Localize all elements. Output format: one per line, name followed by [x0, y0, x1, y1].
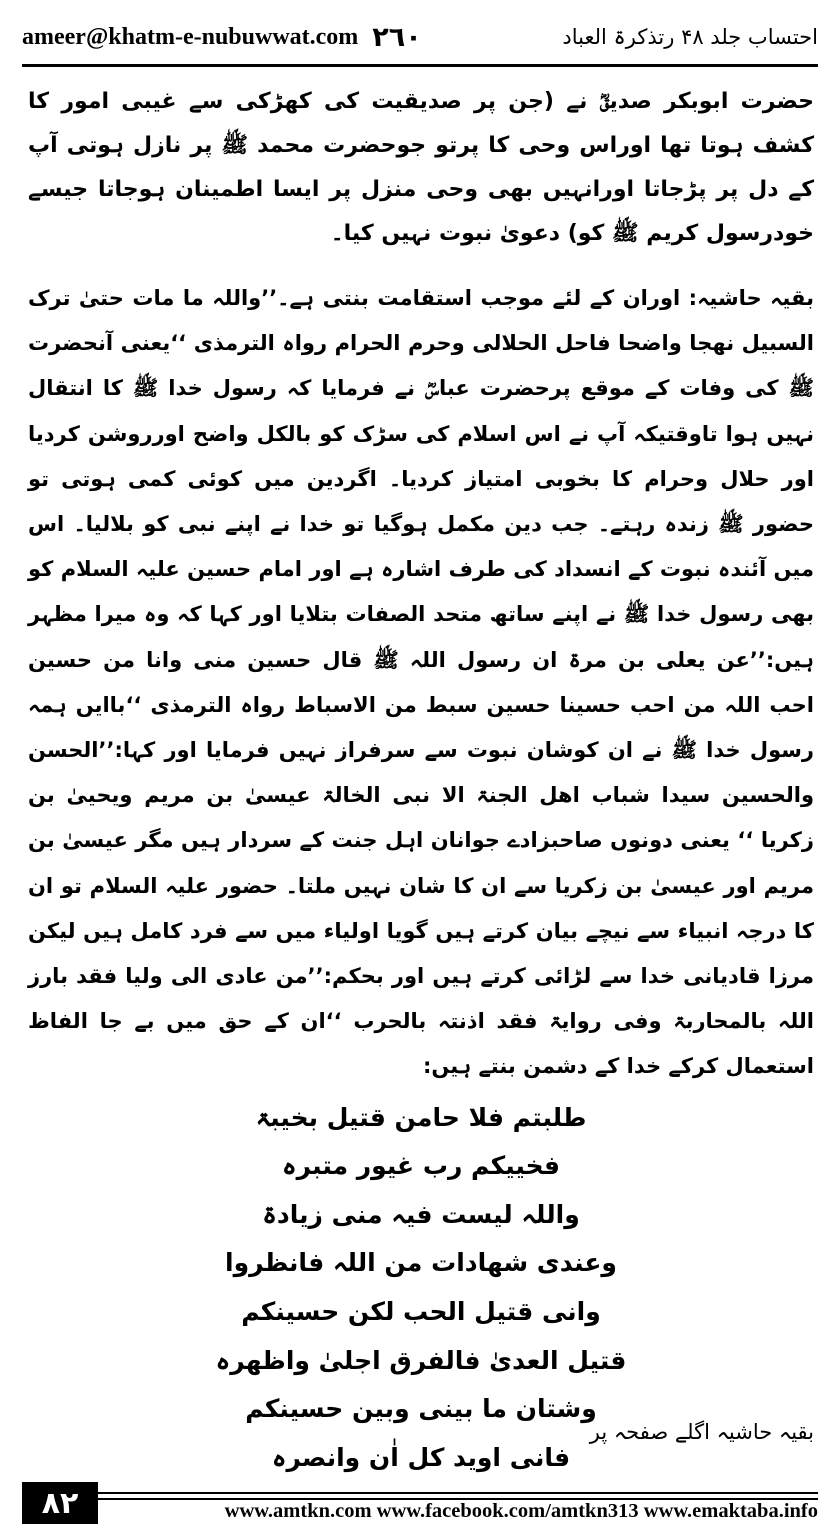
- continued-note: بقیہ حاشیہ اگلے صفحہ پر: [589, 1420, 814, 1444]
- header-email: ameer@khatm-e-nubuwwat.com: [22, 23, 359, 50]
- verse-line: واللہ لیست فیہ منی زیادۃ: [262, 1199, 580, 1229]
- footer-page-number: ۸۲: [22, 1482, 98, 1524]
- header-page-number: ۲٦٠: [372, 21, 422, 53]
- page-footer: [22, 1482, 818, 1524]
- verse-line: وشتان ما بینی وبین حسینکم: [245, 1394, 597, 1424]
- verse-line: فخییکم رب غیور متبرہ: [281, 1151, 560, 1181]
- paragraph-footnote: بقیہ حاشیہ: اوران کے لئے موجب استقامت بنتی ہے۔’’واللہ ما مات حتیٰ ترک السبیل نھجا واضحا فاحل الحلالی وحرم الحرام رواہ الترمذی ‘‘یعنی آنحضرت ﷺ کی وفات کے موقع پرحضرت عباسؓ نے فرمایا کہ رسول خدا ﷺ کا انتقال نہیں ہوا تاوقتیکہ آپ نے اس اسلام کی سڑک کو بالکل واضح اورروشن کردیا اور حلال وحرام کا بخوبی امتیاز کردیا۔ اگردین میں کوئی کمی ہوتی تو حضور ﷺ زندہ رہتے۔ جب دین مکمل ہوگیا تو خدا نے اپنے نبی کو بلالیا۔ اس میں آئندہ نبوت کے انسداد کی طرف اشارہ ہے اور امام حسین علیہ السلام کو بھی رسول خدا ﷺ نے اپنے ساتھ متحد الصفات بتلایا اور کہا کہ وہ میرا مظہر ہیں:’’عن یعلی بن مرۃ ان رسول اللہ ﷺ قال حسین منی وانا من حسین احب اللہ من احب حسینا حسین سبط من الاسباط رواہ الترمذی ‘‘باایں ہمہ رسول خدا ﷺ نے ان کوشان نبوت سے سرفراز نہیں فرمایا اور کہا:’’الحسن والحسین سیدا شباب اھل الجنۃ الا نبی الخالۃ عیسیٰ بن مریم ویحییٰ بن زکریا ‘‘ یعنی دونوں صاحبزادے جوانان اہل جنت کے سردار ہیں مگر عیسیٰ بن مریم اور عیسیٰ بن زکریا سے ان کا شان نہیں ملتا۔ حضور علیہ السلام تو ان کا درجہ انبیاء سے نیچے بیان کرتے ہیں گویا اولیاء میں سے فرد کامل ہیں لیکن مرزا قادیانی خدا سے لڑائی کرتے ہیں اور بحکم:’’من عادی الی ولیا فقد بارز اللہ بالمحاربۃ وفی روایۃ فقد اذنتہ بالحرب ‘‘ان کے حق میں بے جا الفاظ استعمال کرکے خدا کے دشمن بنتے ہیں:: [28, 286, 814, 1079]
- paragraph-main: حضرت ابوبکر صدیقؓ نے (جن پر صدیقیت کی کھڑکی سے غیبی امور کا کشف ہوتا تھا اوراس وحی کا پرتو جوحضرت محمد ﷺ پر نازل ہوتی آپ کے دل پر پڑجاتا اورانہیں بھی وحی منزل پر ایسا اطمینان ہوجاتا جیسے خودرسول کریم ﷺ کو) دعویٰ نبوت نہیں کیا۔: [28, 89, 814, 246]
- header-left-group: [22, 22, 422, 53]
- verse-line: فانی اوید کل اٰن وانصرہ: [271, 1442, 571, 1472]
- page-header: [22, 14, 818, 60]
- verse-line: وعندی شھادات من اللہ فانظروا: [225, 1248, 617, 1278]
- verse-line: قتیل العدیٰ فالفرق اجلیٰ واظھرہ: [215, 1345, 627, 1375]
- footer-divider: [98, 1492, 818, 1494]
- page-content: [28, 80, 814, 1482]
- header-book-title: احتساب جلد ۴۸ رتذکرۃ العباد: [562, 25, 818, 49]
- verse-line: وانی قتیل الحب لکن حسینکم: [241, 1297, 601, 1327]
- verse-line: طلبتم فلا حامن قتیل بخیبۃ: [255, 1102, 587, 1132]
- header-divider: [22, 64, 818, 67]
- footer-links[interactable]: www.amtkn.com www.facebook.com/amtkn313 www.emaktaba.info: [224, 1500, 818, 1522]
